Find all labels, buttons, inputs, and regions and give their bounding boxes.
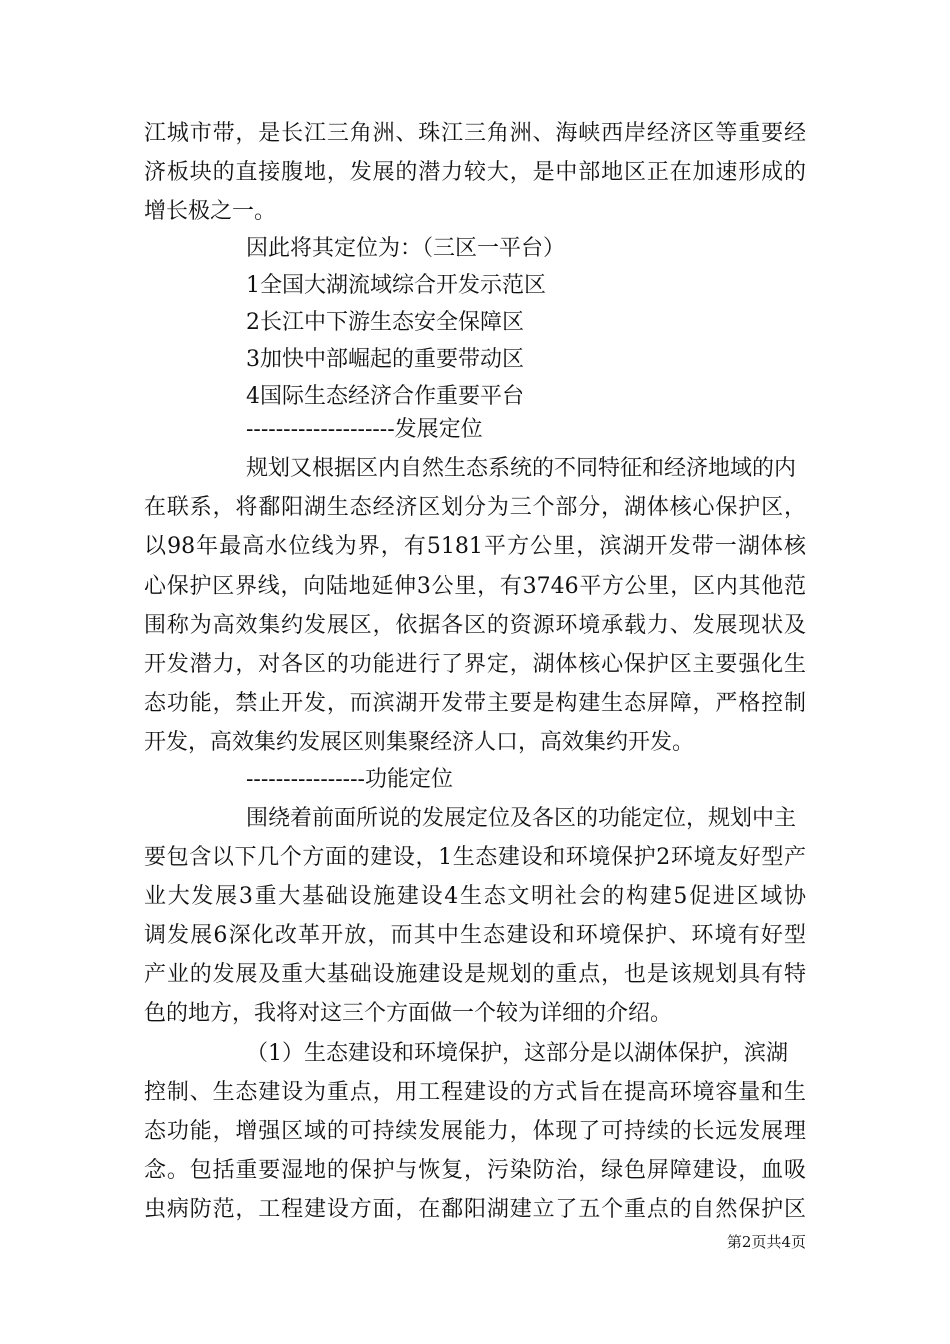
- paragraph-line: 产业的发展及重大基础设施建设是规划的重点，也是该规划具有特: [144, 962, 806, 987]
- paragraph-line: 济板块的直接腹地，发展的潜力较大，是中部地区正在加速形成的: [144, 160, 806, 185]
- paragraph-line: 调发展6深化改革开放，而其中生态建设和环境保护、环境有好型: [144, 923, 806, 948]
- list-item: 1全国大湖流域综合开发示范区: [246, 273, 546, 298]
- page-number: 第2页共4页: [726, 1233, 806, 1251]
- paragraph-line: 围绕着前面所说的发展定位及各区的功能定位，规划中主: [246, 806, 797, 831]
- paragraph-line: 虫病防范，工程建设方面，在鄱阳湖建立了五个重点的自然保护区: [144, 1197, 806, 1222]
- paragraph-line: 围称为高效集约发展区，依据各区的资源环境承载力、发展现状及: [144, 613, 806, 638]
- paragraph-line: 开发潜力，对各区的功能进行了界定，湖体核心保护区主要强化生: [144, 652, 806, 677]
- paragraph-line: 控制、生态建设为重点，用工程建设的方式旨在提高环境容量和生: [144, 1080, 806, 1105]
- paragraph-line: 在联系，将鄱阳湖生态经济区划分为三个部分，湖体核心保护区，: [144, 495, 806, 520]
- paragraph-line: 业大发展3重大基础设施建设4生态文明社会的构建5促进区域协: [144, 884, 806, 909]
- paragraph-line: 以98年最高水位线为界，有5181平方公里，滨湖开发带一湖体核: [144, 534, 806, 559]
- list-intro: 因此将其定位为：（三区一平台）: [246, 236, 566, 261]
- paragraph-line: 色的地方，我将对这三个方面做一个较为详细的介绍。: [144, 1001, 673, 1026]
- paragraph-line: 要包含以下几个方面的建设，1生态建设和环境保护2环境友好型产: [144, 845, 806, 870]
- section-heading: ----------------功能定位: [246, 767, 453, 792]
- list-item: 3加快中部崛起的重要带动区: [246, 347, 524, 372]
- paragraph-line: 念。包括重要湿地的保护与恢复，污染防治，绿色屏障建设，血吸: [144, 1158, 806, 1183]
- paragraph-line: 心保护区界线，向陆地延伸3公里，有3746平方公里，区内其他范: [144, 574, 806, 599]
- paragraph-line: 开发，高效集约发展区则集聚经济人口，高效集约开发。: [144, 730, 695, 755]
- section-heading: --------------------发展定位: [246, 417, 483, 442]
- list-item: 4国际生态经济合作重要平台: [246, 384, 524, 409]
- paragraph-line: 江城市带，是长江三角洲、珠江三角洲、海峡西岸经济区等重要经: [144, 121, 806, 146]
- paragraph-line: 增长极之一。: [144, 199, 277, 224]
- paragraph-line: 态功能，禁止开发，而滨湖开发带主要是构建生态屏障，严格控制: [144, 691, 806, 716]
- list-item: 2长江中下游生态安全保障区: [246, 310, 524, 335]
- paragraph-line: 态功能，增强区域的可持续发展能力，体现了可持续的长远发展理: [144, 1119, 806, 1144]
- paragraph-line: 规划又根据区内自然生态系统的不同特征和经济地域的内: [246, 456, 797, 481]
- paragraph-line: （1）生态建设和环境保护，这部分是以湖体保护，滨湖: [246, 1041, 788, 1066]
